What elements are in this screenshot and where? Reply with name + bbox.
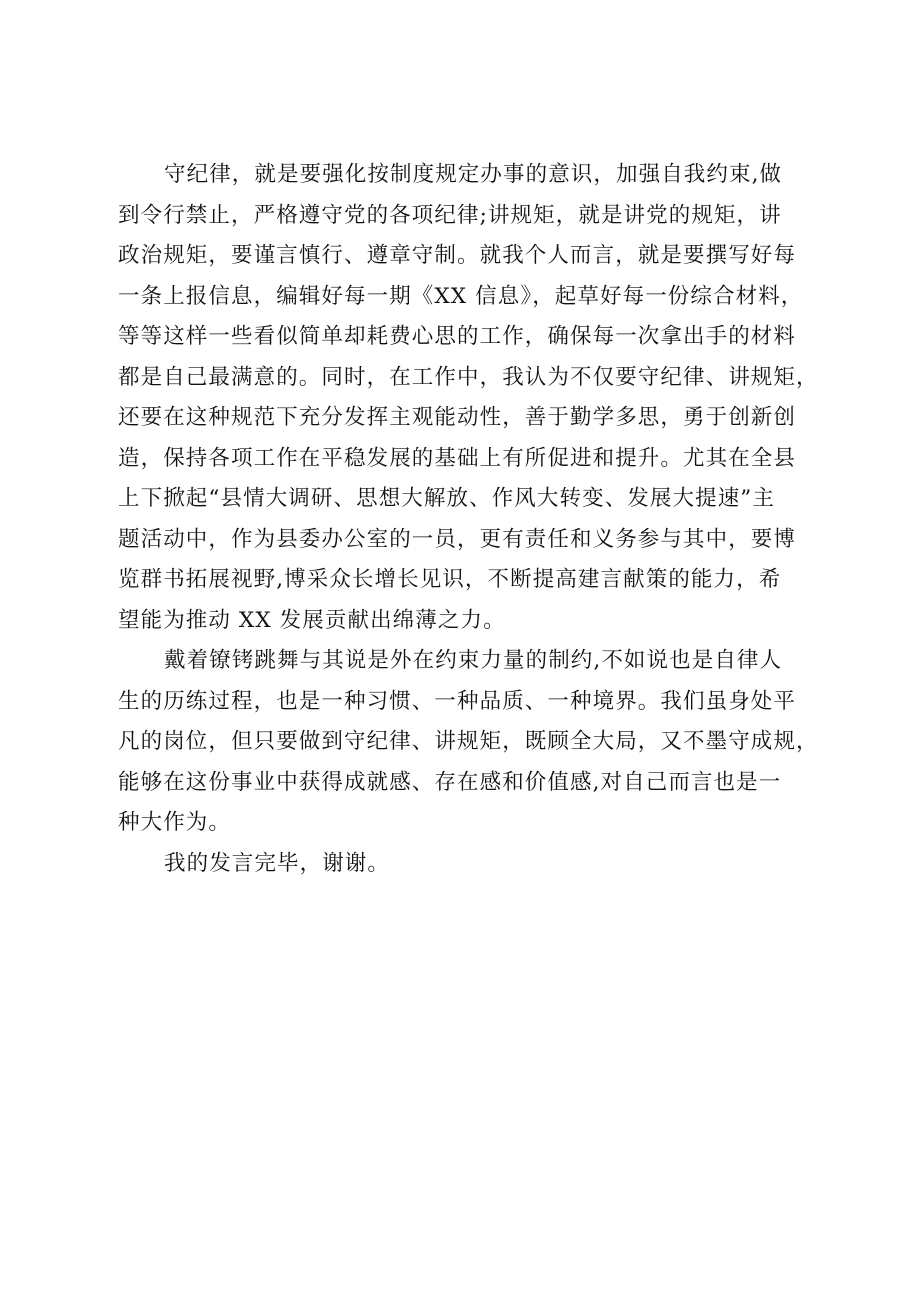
paragraph-line: 都是自己最满意的。同时，在工作中，我认为不仅要守纪律、讲规矩， bbox=[118, 364, 819, 390]
paragraph-line: 题活动中，作为县委办公室的一员，更有责任和义务参与其中，要博 bbox=[118, 526, 797, 552]
paragraph-line: 望能为推动 XX 发展贡献出绵薄之力。 bbox=[118, 607, 506, 633]
paragraph-line: 戴着镣铐跳舞与其说是外在约束力量的制约,不如说也是自律人 bbox=[164, 648, 783, 673]
paragraph-line: 凡的岗位，但只要做到守纪律、讲规矩，既顾全大局，又不墨守成规， bbox=[118, 729, 819, 754]
paragraph-line: 上下掀起“县情大调研、思想大解放、作风大转变、发展大提速”主 bbox=[118, 486, 775, 511]
document-body bbox=[118, 155, 818, 884]
paragraph-line: 我的发言完毕，谢谢。 bbox=[164, 850, 391, 876]
paragraph-line: 守纪律，就是要强化按制度规定办事的意识，加强自我约束,做 bbox=[164, 162, 783, 187]
paragraph-line: 还要在这种规范下充分发挥主观能动性，善于勤学多思，勇于创新创 bbox=[118, 405, 797, 430]
paragraph-discipline bbox=[118, 155, 818, 641]
paragraph-line: 种大作为。 bbox=[118, 810, 232, 835]
paragraph-line: 到令行禁止，严格遵守党的各项纪律;讲规矩，就是讲党的规矩，讲 bbox=[118, 202, 782, 228]
paragraph-line: 能够在这份事业中获得成就感、存在感和价值感,对自己而言也是一 bbox=[118, 769, 782, 795]
paragraph-closing bbox=[118, 844, 818, 885]
paragraph-line: 政治规矩，要谨言慎行、遵章守制。就我个人而言，就是要撰写好每 bbox=[118, 243, 797, 268]
paragraph-line: 生的历练过程，也是一种习惯、一种品质、一种境界。我们虽身处平 bbox=[118, 688, 797, 714]
paragraph-line: 览群书拓展视野,博采众长增长见识，不断提高建言献策的能力，希 bbox=[118, 567, 782, 592]
paragraph-dancing-in-shackles bbox=[118, 641, 818, 844]
paragraph-line: 等等这样一些看似简单却耗费心思的工作，确保每一次拿出手的材料 bbox=[118, 324, 797, 349]
paragraph-line: 一条上报信息，编辑好每一期《XX 信息》，起草好每一份综合材料， bbox=[118, 283, 804, 309]
paragraph-line: 造，保持各项工作在平稳发展的基础上有所促进和提升。尤其在全县 bbox=[118, 445, 797, 471]
